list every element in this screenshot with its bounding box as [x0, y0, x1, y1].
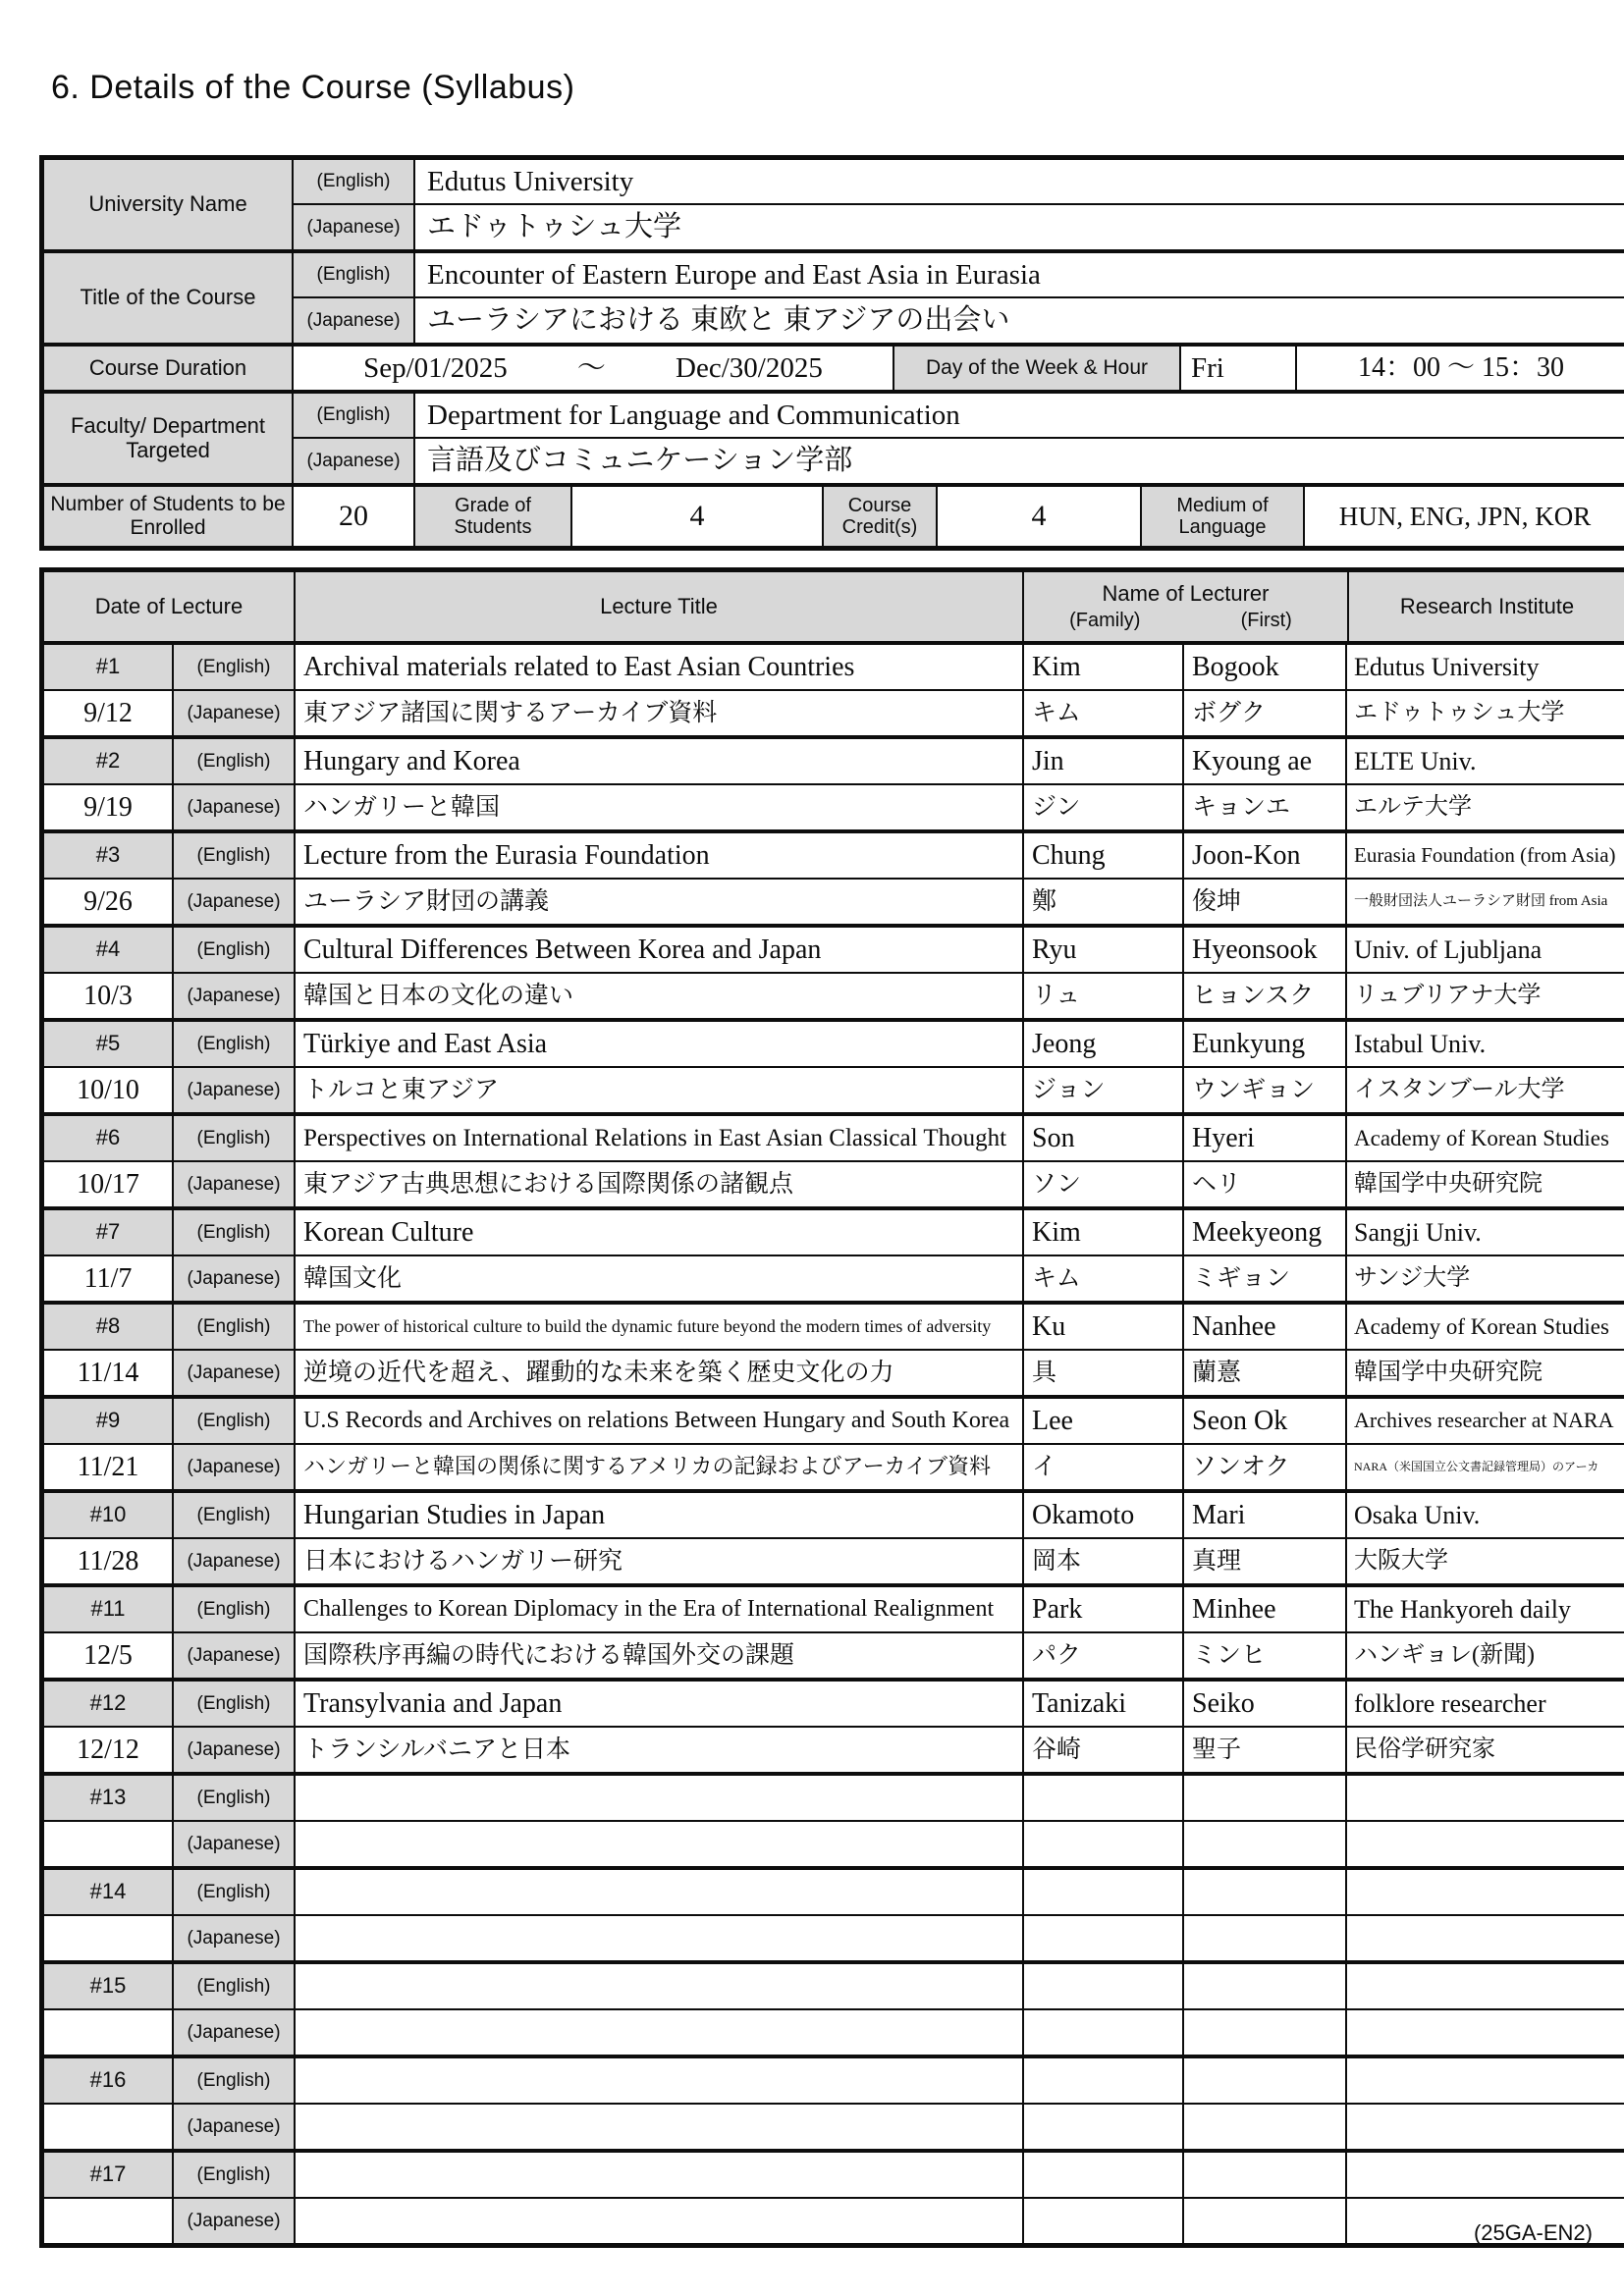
lecture-title-ja: 東アジア諸国に関するアーカイブ資料: [296, 691, 1024, 735]
lecture-number: #5: [44, 1022, 174, 1066]
lecture-title-en: Archival materials related to East Asian Countries: [296, 645, 1024, 689]
lecture-title-en: Cultural Differences Between Korea and Japan: [296, 928, 1024, 972]
japanese-tag: (Japanese): [174, 1068, 296, 1112]
lecturer-first-ja: [1184, 2199, 1347, 2243]
medium-label: Medium of Language: [1142, 487, 1305, 546]
japanese-tag: (Japanese): [294, 205, 415, 249]
lecturer-first-ja: ウンギョン: [1184, 1068, 1347, 1112]
research-institute-en: [1347, 2058, 1624, 2103]
japanese-tag: (Japanese): [174, 1728, 296, 1772]
japanese-tag: (Japanese): [174, 2010, 296, 2055]
lecture-title-ja: 逆境の近代を超え、躍動的な未来を築く歴史文化の力: [296, 1351, 1024, 1395]
research-institute-ja: イスタンブール大学: [1354, 1077, 1565, 1103]
english-tag: (English): [174, 1587, 296, 1631]
header-date-of-lecture: Date of Lecture: [44, 572, 296, 641]
lecture-row: [44, 1493, 1624, 1587]
course-info-table: [39, 155, 1624, 551]
english-tag: (English): [174, 1870, 296, 1914]
research-institute-ja: 韓国学中央研究院: [1354, 1171, 1543, 1198]
lecturer-first-en: Joon-Kon: [1184, 833, 1347, 878]
research-institute-en: Istabul Univ.: [1354, 1029, 1487, 1058]
lecture-row: [44, 1776, 1624, 1870]
lecturer-family-en: Jin: [1024, 739, 1184, 783]
lecture-title-ja: 国際秩序再編の時代における韓国外交の課題: [296, 1633, 1024, 1678]
lecturer-family-ja: [1024, 1822, 1184, 1866]
english-tag: (English): [174, 1493, 296, 1537]
lecture-title-ja: 韓国文化: [296, 1256, 1024, 1301]
lecture-row: [44, 1305, 1624, 1399]
lecturer-family-ja: [1024, 2010, 1184, 2055]
lecturer-family-en: [1024, 2058, 1184, 2103]
lecture-title-en: [296, 2153, 1024, 2197]
lecturer-family-en: [1024, 1870, 1184, 1914]
research-institute-en: folklore researcher: [1354, 1688, 1546, 1718]
lecture-row: [44, 833, 1624, 928]
research-institute-ja: 大阪大学: [1354, 1548, 1448, 1575]
research-institute-ja: エドゥトゥシュ大学: [1354, 700, 1565, 726]
duration-tilde: ～: [576, 351, 606, 384]
lecturer-family-en: Park: [1024, 1587, 1184, 1631]
faculty-label: Faculty/ Department Targeted: [44, 394, 294, 483]
lecturer-family-en: Kim: [1024, 1210, 1184, 1255]
lecturer-first-en: [1184, 2153, 1347, 2197]
lecture-date: 9/26: [44, 880, 174, 924]
japanese-tag: (Japanese): [174, 1633, 296, 1678]
day-hour-label: Day of the Week & Hour: [894, 347, 1181, 390]
lecture-number: #9: [44, 1399, 174, 1443]
lecture-date: [44, 1916, 174, 1960]
course-title-ja: ユーラシアにおける 東欧と 東アジアの出会い: [427, 304, 1010, 337]
university-name-label: University Name: [44, 160, 294, 249]
lecture-row: [44, 2058, 1624, 2153]
lecturer-first-ja: ヒョンスク: [1184, 974, 1347, 1018]
lecturer-family-ja: [1024, 1916, 1184, 1960]
lecture-title-ja: 韓国と日本の文化の違い: [296, 974, 1024, 1018]
japanese-tag: (Japanese): [174, 1539, 296, 1583]
research-institute-en: Eurasia Foundation (from Asia): [1354, 842, 1616, 867]
header-lecturer-main: Name of Lecturer: [1102, 580, 1270, 606]
schedule-body: [44, 645, 1624, 2243]
research-institute-ja: [1347, 1916, 1624, 1960]
lecture-title-en: Perspectives on International Relations in East Asian Classical Thought: [296, 1116, 1024, 1160]
english-tag: (English): [174, 1305, 296, 1349]
lecturer-family-en: [1024, 1776, 1184, 1820]
research-institute-ja: [1347, 2105, 1624, 2149]
university-name-ja: エドゥトゥシュ大学: [427, 211, 681, 243]
lecturer-first-en: Eunkyung: [1184, 1022, 1347, 1066]
lecture-title-en: Hungarian Studies in Japan: [296, 1493, 1024, 1537]
header-research-institute: Research Institute: [1349, 572, 1624, 641]
research-institute-en: [1347, 2153, 1624, 2197]
lecture-number: #12: [44, 1682, 174, 1726]
lecturer-first-en: Hyeri: [1184, 1116, 1347, 1160]
lecture-title-en: [296, 1964, 1024, 2008]
lecture-title-ja: [296, 1822, 1024, 1866]
lecturer-first-ja: ヘリ: [1184, 1162, 1347, 1206]
lecturer-first-en: [1184, 1964, 1347, 2008]
lecturer-family-ja: パク: [1024, 1633, 1184, 1678]
lecture-number: #14: [44, 1870, 174, 1914]
lecture-title-en: [296, 1776, 1024, 1820]
lecturer-first-en: Seon Ok: [1184, 1399, 1347, 1443]
lecturer-family-ja: キム: [1024, 691, 1184, 735]
lecture-title-en: The power of historical culture to build the dynamic future beyond the modern times of adversity: [296, 1305, 1024, 1349]
lecture-row: [44, 1116, 1624, 1210]
lecture-date: [44, 1822, 174, 1866]
lecture-schedule-table: [39, 567, 1624, 2248]
japanese-tag: (Japanese): [174, 974, 296, 1018]
hour-value: 14：00 ～ 15：30: [1357, 352, 1564, 384]
header-family: (Family): [1069, 609, 1141, 631]
lecturer-family-en: Lee: [1024, 1399, 1184, 1443]
lecturer-family-ja: 岡本: [1024, 1539, 1184, 1583]
lecture-title-en: Korean Culture: [296, 1210, 1024, 1255]
lecture-title-ja: [296, 1916, 1024, 1960]
english-tag: (English): [174, 833, 296, 878]
lecture-title-ja: [296, 2105, 1024, 2149]
lecture-title-ja: 日本におけるハンガリー研究: [296, 1539, 1024, 1583]
english-tag: (English): [174, 1116, 296, 1160]
lecturer-family-ja: ジョン: [1024, 1068, 1184, 1112]
faculty-row: [44, 394, 1624, 487]
lecture-title-en: Challenges to Korean Diplomacy in the Era of International Realignment: [296, 1587, 1024, 1631]
lecture-title-ja: トランシルバニアと日本: [296, 1728, 1024, 1772]
grade-label: Grade of Students: [415, 487, 572, 546]
research-institute-en: [1347, 1870, 1624, 1914]
english-tag: (English): [174, 1682, 296, 1726]
lecturer-family-ja: [1024, 2199, 1184, 2243]
lecturer-first-en: Kyoung ae: [1184, 739, 1347, 783]
lecture-date: 10/10: [44, 1068, 174, 1112]
research-institute-ja: リュブリアナ大学: [1354, 983, 1542, 1009]
form-code: (25GA-EN2): [1473, 2220, 1593, 2245]
lecturer-first-en: Minhee: [1184, 1587, 1347, 1631]
grade-value: 4: [572, 487, 824, 546]
lecture-number: #13: [44, 1776, 174, 1820]
lecture-title-ja: [296, 2199, 1024, 2243]
medium-value: HUN, ENG, JPN, KOR: [1338, 501, 1592, 531]
lecturer-family-en: Jeong: [1024, 1022, 1184, 1066]
research-institute-en: [1347, 1964, 1624, 2008]
header-first: (First): [1240, 609, 1292, 631]
lecture-row: [44, 1587, 1624, 1682]
japanese-tag: (Japanese): [174, 2199, 296, 2243]
english-tag: (English): [174, 1210, 296, 1255]
research-institute-en: Univ. of Ljubljana: [1354, 934, 1543, 964]
english-tag: (English): [174, 2153, 296, 2197]
lecture-title-ja: [296, 2010, 1024, 2055]
lecturer-first-ja: [1184, 2010, 1347, 2055]
lecturer-first-ja: 真理: [1184, 1539, 1347, 1583]
lecture-date: 9/12: [44, 691, 174, 735]
lecturer-family-ja: ソン: [1024, 1162, 1184, 1206]
lecture-date: [44, 2010, 174, 2055]
university-row: [44, 160, 1624, 253]
lecture-number: #10: [44, 1493, 174, 1537]
japanese-tag: (Japanese): [174, 1256, 296, 1301]
research-institute-en: Sangji Univ.: [1354, 1217, 1482, 1247]
lecturer-family-en: Ryu: [1024, 928, 1184, 972]
lecturer-family-en: [1024, 2153, 1184, 2197]
research-institute-ja: サンジ大学: [1354, 1265, 1471, 1292]
research-institute-ja: [1347, 1822, 1624, 1866]
lecture-row: [44, 739, 1624, 833]
japanese-tag: (Japanese): [294, 439, 415, 483]
lecturer-first-ja: [1184, 1916, 1347, 1960]
lecture-row: [44, 2153, 1624, 2243]
lecture-number: #17: [44, 2153, 174, 2197]
lecturer-family-ja: 具: [1024, 1351, 1184, 1395]
lecture-number: #1: [44, 645, 174, 689]
lecture-row: [44, 1964, 1624, 2058]
page-title: 6. Details of the Course (Syllabus): [51, 69, 575, 106]
english-tag: (English): [174, 645, 296, 689]
english-tag: (English): [174, 1964, 296, 2008]
lecture-title-en: [296, 2058, 1024, 2103]
research-institute-en: [1347, 1776, 1624, 1820]
lecturer-first-en: [1184, 2058, 1347, 2103]
credit-label: Course Credit(s): [824, 487, 938, 546]
lecturer-first-en: Nanhee: [1184, 1305, 1347, 1349]
lecturer-first-en: [1184, 1870, 1347, 1914]
lecture-row: [44, 1870, 1624, 1964]
lecturer-family-ja: ジン: [1024, 785, 1184, 829]
lecture-number: #15: [44, 1964, 174, 2008]
header-lecture-title: Lecture Title: [296, 572, 1024, 641]
english-tag: (English): [174, 1399, 296, 1443]
english-tag: (English): [174, 1776, 296, 1820]
university-name-en: Edutus University: [427, 165, 634, 197]
japanese-tag: (Japanese): [294, 298, 415, 343]
lecturer-family-en: [1024, 1964, 1184, 2008]
lecturer-first-ja: ボグク: [1184, 691, 1347, 735]
lecture-date: 11/28: [44, 1539, 174, 1583]
lecturer-family-ja: キム: [1024, 1256, 1184, 1301]
japanese-tag: (Japanese): [174, 1822, 296, 1866]
course-title-row: [44, 253, 1624, 347]
lecture-title-en: Transylvania and Japan: [296, 1682, 1024, 1726]
course-title-label: Title of the Course: [44, 253, 294, 343]
lecture-number: #2: [44, 739, 174, 783]
lecturer-family-ja: 鄭: [1024, 880, 1184, 924]
course-duration-row: [44, 347, 1624, 394]
lecturer-family-en: Chung: [1024, 833, 1184, 878]
lecture-date: 11/7: [44, 1256, 174, 1301]
lecturer-first-ja: 蘭憙: [1184, 1351, 1347, 1395]
japanese-tag: (Japanese): [174, 880, 296, 924]
lecture-row: [44, 1210, 1624, 1305]
research-institute-ja: ハンギョレ(新聞): [1354, 1642, 1535, 1669]
duration-end: Dec/30/2025: [676, 351, 823, 384]
lecture-number: #6: [44, 1116, 174, 1160]
lecturer-family-en: Okamoto: [1024, 1493, 1184, 1537]
lecture-title-en: U.S Records and Archives on relations Between Hungary and South Korea: [296, 1399, 1024, 1443]
course-title-en: Encounter of Eastern Europe and East Asia in Eurasia: [427, 258, 1041, 291]
research-institute-en: ELTE Univ.: [1354, 746, 1477, 775]
research-institute-en: Academy of Korean Studies: [1354, 1313, 1609, 1339]
lecturer-first-ja: [1184, 2105, 1347, 2149]
lecturer-first-ja: ミンヒ: [1184, 1633, 1347, 1678]
lecturer-family-ja: [1024, 2105, 1184, 2149]
japanese-tag: (Japanese): [174, 1162, 296, 1206]
research-institute-en: Archives researcher at NARA: [1354, 1408, 1614, 1433]
faculty-ja: 言語及びコミュニケーション学部: [427, 445, 853, 477]
lecture-number: #16: [44, 2058, 174, 2103]
lecturer-first-ja: [1184, 1822, 1347, 1866]
lecturer-family-en: Kim: [1024, 645, 1184, 689]
duration-start: Sep/01/2025: [363, 351, 508, 384]
lecture-date: [44, 2199, 174, 2243]
research-institute-en: Osaka Univ.: [1354, 1500, 1481, 1529]
credit-value: 4: [938, 487, 1142, 546]
lecture-title-ja: トルコと東アジア: [296, 1068, 1024, 1112]
japanese-tag: (Japanese): [174, 691, 296, 735]
lecture-number: #11: [44, 1587, 174, 1631]
lecturer-family-en: Ku: [1024, 1305, 1184, 1349]
lecture-title-ja: ハンガリーと韓国: [296, 785, 1024, 829]
research-institute-ja: 一般財団法人ユーラシア財団 from Asia: [1354, 893, 1608, 910]
lecture-date: 10/17: [44, 1162, 174, 1206]
faculty-en: Department for Language and Communication: [427, 399, 960, 431]
english-tag: (English): [174, 2058, 296, 2103]
schedule-header-row: [44, 572, 1624, 645]
enrollment-row: [44, 487, 1624, 546]
research-institute-ja: 民俗学研究家: [1354, 1736, 1495, 1763]
lecture-number: #7: [44, 1210, 174, 1255]
lecturer-family-en: Tanizaki: [1024, 1682, 1184, 1726]
lecturer-first-ja: 聖子: [1184, 1728, 1347, 1772]
lecturer-family-ja: 谷崎: [1024, 1728, 1184, 1772]
japanese-tag: (Japanese): [174, 785, 296, 829]
research-institute-en: Academy of Korean Studies: [1354, 1125, 1609, 1150]
lecture-row: [44, 1682, 1624, 1776]
lecturer-family-ja: リュ: [1024, 974, 1184, 1018]
enrollment-label: Number of Students to be Enrolled: [44, 487, 294, 546]
lecturer-first-en: Bogook: [1184, 645, 1347, 689]
lecture-date: [44, 2105, 174, 2149]
lecturer-first-en: Meekyeong: [1184, 1210, 1347, 1255]
lecturer-first-ja: 俊坤: [1184, 880, 1347, 924]
course-duration-label: Course Duration: [44, 347, 294, 390]
lecture-title-ja: ハンガリーと韓国の関係に関するアメリカの記録およびアーカイブ資料: [296, 1445, 1024, 1489]
lecture-number: #8: [44, 1305, 174, 1349]
lecturer-first-en: Mari: [1184, 1493, 1347, 1537]
english-tag: (English): [294, 253, 415, 296]
research-institute-en: The Hankyoreh daily: [1354, 1594, 1571, 1624]
lecture-title-en: Türkiye and East Asia: [296, 1022, 1024, 1066]
lecture-number: #3: [44, 833, 174, 878]
lecturer-family-ja: イ: [1024, 1445, 1184, 1489]
lecture-title-en: [296, 1870, 1024, 1914]
lecture-date: 11/14: [44, 1351, 174, 1395]
lecturer-first-ja: ミギョン: [1184, 1256, 1347, 1301]
lecture-date: 11/21: [44, 1445, 174, 1489]
japanese-tag: (Japanese): [174, 1916, 296, 1960]
lecturer-first-ja: ソンオク: [1184, 1445, 1347, 1489]
lecture-row: [44, 1022, 1624, 1116]
research-institute-ja: NARA（米国国立公文書記録管理局）のアーカ: [1354, 1459, 1599, 1473]
english-tag: (English): [174, 739, 296, 783]
lecture-number: #4: [44, 928, 174, 972]
lecture-date: 9/19: [44, 785, 174, 829]
lecture-row: [44, 1399, 1624, 1493]
english-tag: (English): [294, 394, 415, 437]
day-value: Fri: [1181, 347, 1297, 390]
lecture-title-en: Lecture from the Eurasia Foundation: [296, 833, 1024, 878]
english-tag: (English): [174, 928, 296, 972]
japanese-tag: (Japanese): [174, 1351, 296, 1395]
lecture-title-ja: ユーラシア財団の講義: [296, 880, 1024, 924]
lecture-row: [44, 928, 1624, 1022]
lecture-title-en: Hungary and Korea: [296, 739, 1024, 783]
header-name-of-lecturer: [1024, 572, 1349, 641]
research-institute-ja: エルテ大学: [1354, 794, 1472, 821]
lecture-date: 10/3: [44, 974, 174, 1018]
research-institute-ja: 韓国学中央研究院: [1354, 1360, 1543, 1386]
research-institute-ja: [1347, 2010, 1624, 2055]
japanese-tag: (Japanese): [174, 2105, 296, 2149]
lecture-date: 12/12: [44, 1728, 174, 1772]
enrollment-value: 20: [294, 487, 415, 546]
english-tag: (English): [294, 160, 415, 203]
lecture-row: [44, 645, 1624, 739]
lecturer-first-en: [1184, 1776, 1347, 1820]
course-duration-value: [294, 347, 894, 390]
lecture-title-ja: 東アジア古典思想における国際関係の諸観点: [296, 1162, 1024, 1206]
research-institute-en: Edutus University: [1354, 652, 1540, 681]
lecturer-family-en: Son: [1024, 1116, 1184, 1160]
lecture-date: 12/5: [44, 1633, 174, 1678]
lecturer-first-en: Hyeonsook: [1184, 928, 1347, 972]
lecturer-first-en: Seiko: [1184, 1682, 1347, 1726]
english-tag: (English): [174, 1022, 296, 1066]
lecturer-first-ja: キョンエ: [1184, 785, 1347, 829]
japanese-tag: (Japanese): [174, 1445, 296, 1489]
